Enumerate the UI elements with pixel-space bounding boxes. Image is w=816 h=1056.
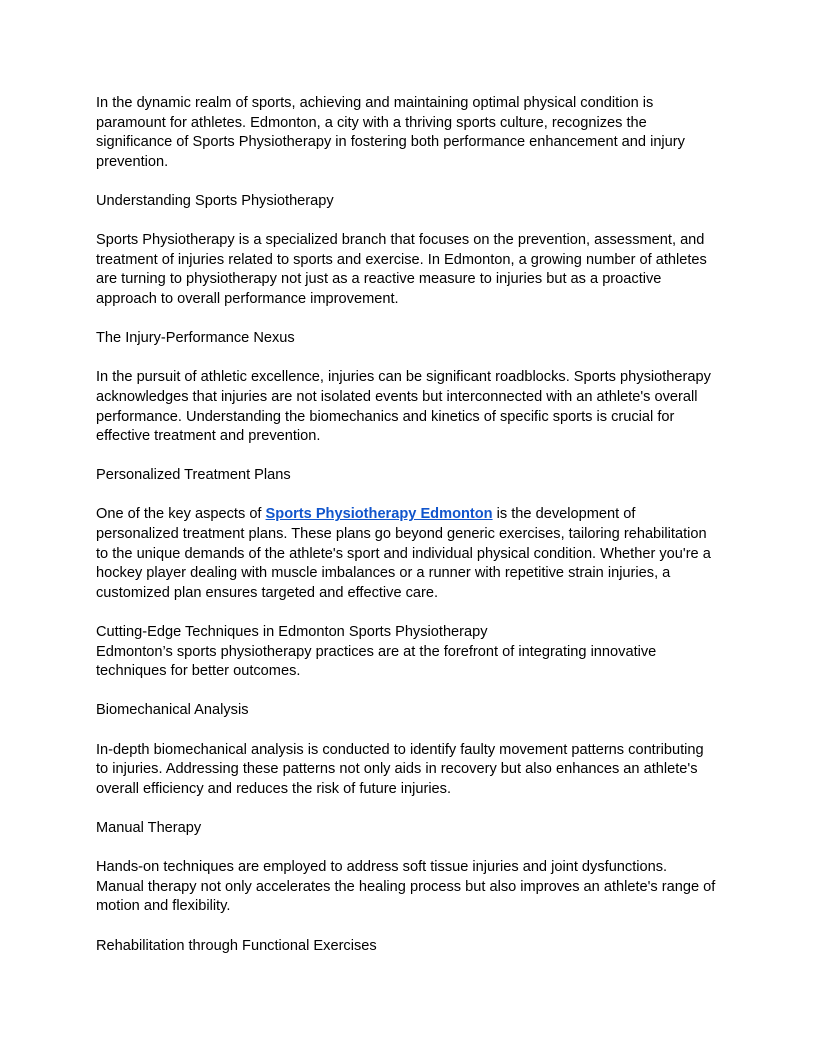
body-text-before-link: One of the key aspects of [96, 506, 266, 523]
section-heading-personalized: Personalized Treatment Plans [96, 467, 291, 484]
section-body-cutting-edge: Edmonton’s sports physiotherapy practices are at the forefront of integrating innovative techniques for better outcomes. [96, 643, 657, 680]
section-body-biomechanical: In-depth biomechanical analysis is conducted to identify faulty movement patterns contributing to injuries. Addressing these patterns not only aids in recovery but also enhances an athlete's overall efficiency and reduces the risk of future injuries. [96, 741, 704, 797]
intro-paragraph: In the dynamic realm of sports, achieving and maintaining optimal physical condition is paramount for athletes. Edmonton, a city with a thriving sports culture, recognizes the significance of Sports Physiotherapy in fostering both performance enhancement and injury prevention. [96, 95, 685, 170]
section-body-personalized [96, 505, 726, 603]
body-text-after-link: is the development of personalized treatment plans. These plans go beyond generic exercises, tailoring rehabilitation to the unique demands of the athlete's sport and individual physical condition. Whether you're a hockey player dealing with muscle imbalances or a runner with repetitive strain injuries, a customized plan ensures targeted and effective care. [96, 506, 711, 601]
document-page [96, 94, 726, 976]
section-heading-rehabilitation: Rehabilitation through Functional Exercises [96, 937, 377, 954]
sports-physiotherapy-edmonton-link[interactable]: Sports Physiotherapy Edmonton [265, 506, 493, 523]
section-heading-manual-therapy: Manual Therapy [96, 819, 202, 836]
section-body-manual-therapy: Hands-on techniques are employed to address soft tissue injuries and joint dysfunctions. Manual therapy not only accelerates the healing process but also improves an athlete's range of motion and flexibility. [96, 859, 716, 915]
section-heading-understanding: Understanding Sports Physiotherapy [96, 192, 334, 209]
section-heading-cutting-edge: Cutting-Edge Techniques in Edmonton Sports Physiotherapy [96, 624, 488, 641]
section-body-understanding: Sports Physiotherapy is a specialized branch that focuses on the prevention, assessment, and treatment of injuries related to sports and exercise. In Edmonton, a growing number of athletes are turning to physiotherapy not just as a reactive measure to injuries but as a proactive approach to overall performance improvement. [96, 232, 707, 307]
section-heading-biomechanical: Biomechanical Analysis [96, 702, 249, 719]
section-heading-injury-performance: The Injury-Performance Nexus [96, 330, 295, 347]
section-body-injury-performance: In the pursuit of athletic excellence, injuries can be significant roadblocks. Sports physiotherapy acknowledges that injuries are not isolated events but interconnected with an athlete's overall performance. Understanding the biomechanics and kinetics of specific sports is crucial for effective treatment and prevention. [96, 369, 711, 445]
